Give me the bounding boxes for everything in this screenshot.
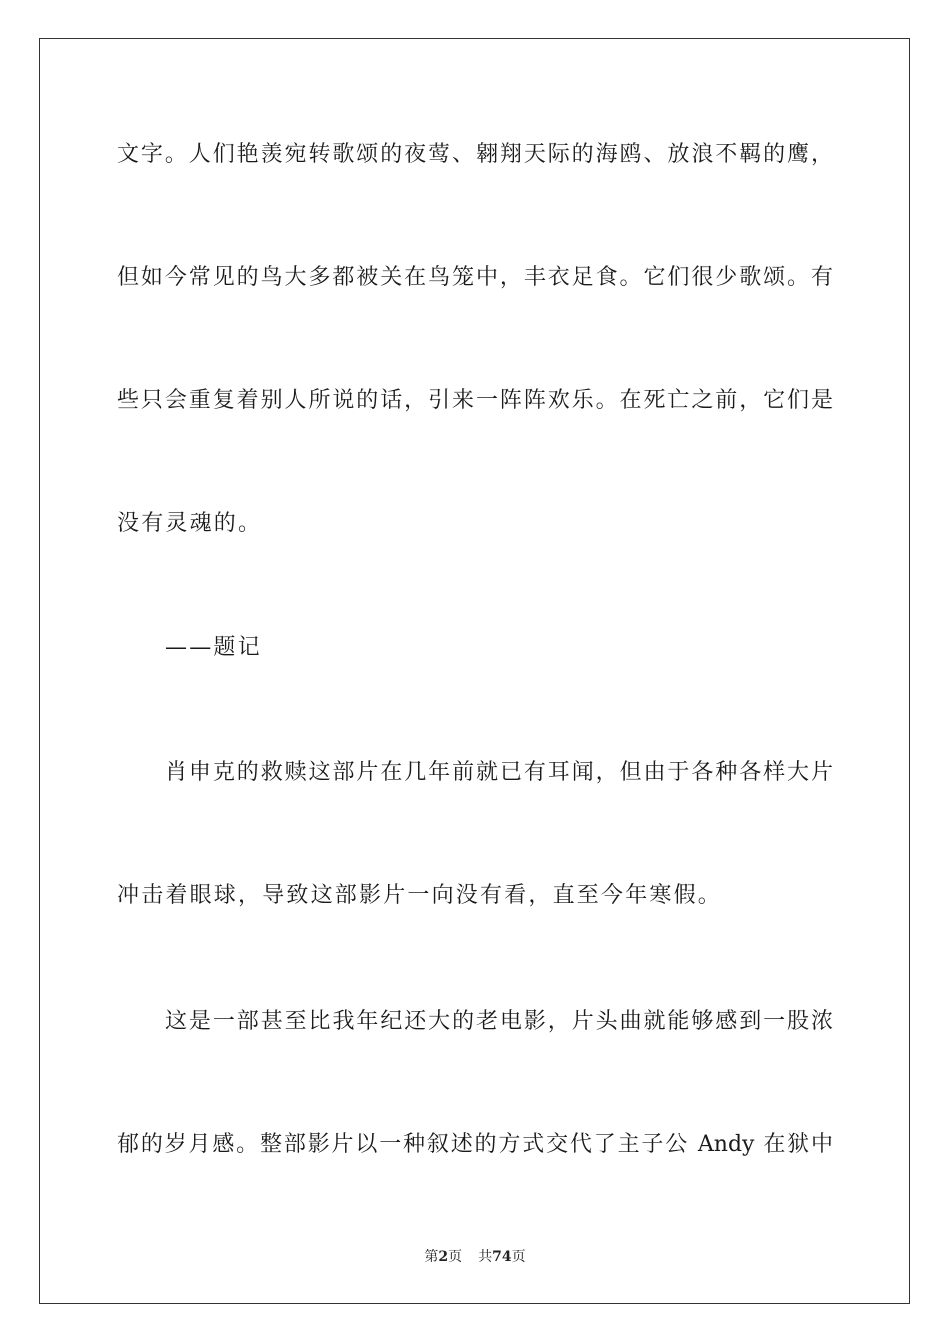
body-line-2: 但如今常见的鸟大多都被关在鸟笼中，丰衣足食。它们很少歌颂。有 <box>117 265 833 290</box>
footer-prefix: 第 <box>424 1249 439 1265</box>
epigraph-attribution: ——题记 <box>165 635 262 660</box>
footer-total-suffix: 页 <box>511 1249 526 1265</box>
body-line-1: 文字。人们艳羡宛转歌颂的夜莺、翱翔天际的海鸥、放浪不羁的鹰， <box>117 142 833 167</box>
page-footer <box>0 1248 950 1266</box>
page-border <box>39 38 910 1304</box>
paragraph-2-line-1: 肖申克的救赎这部片在几年前就已有耳闻，但由于各种各样大片 <box>165 760 833 785</box>
body-line-4: 没有灵魂的。 <box>117 511 263 536</box>
paragraph-3-line-2: 郁的岁月感。整部影片以一种叙述的方式交代了主子公 Andy 在狱中 <box>117 1132 833 1157</box>
footer-page-number: 2 <box>438 1249 449 1265</box>
footer-total-pages: 74 <box>492 1249 512 1265</box>
body-line-3: 些只会重复着别人所说的话，引来一阵阵欢乐。在死亡之前，它们是 <box>117 388 833 413</box>
footer-total-prefix: 共 <box>478 1249 493 1265</box>
footer-page-suffix: 页 <box>448 1249 463 1265</box>
paragraph-3-line-1: 这是一部甚至比我年纪还大的老电影，片头曲就能够感到一股浓 <box>165 1009 833 1034</box>
paragraph-2-line-2: 冲击着眼球，导致这部影片一向没有看，直至今年寒假。 <box>117 883 723 908</box>
